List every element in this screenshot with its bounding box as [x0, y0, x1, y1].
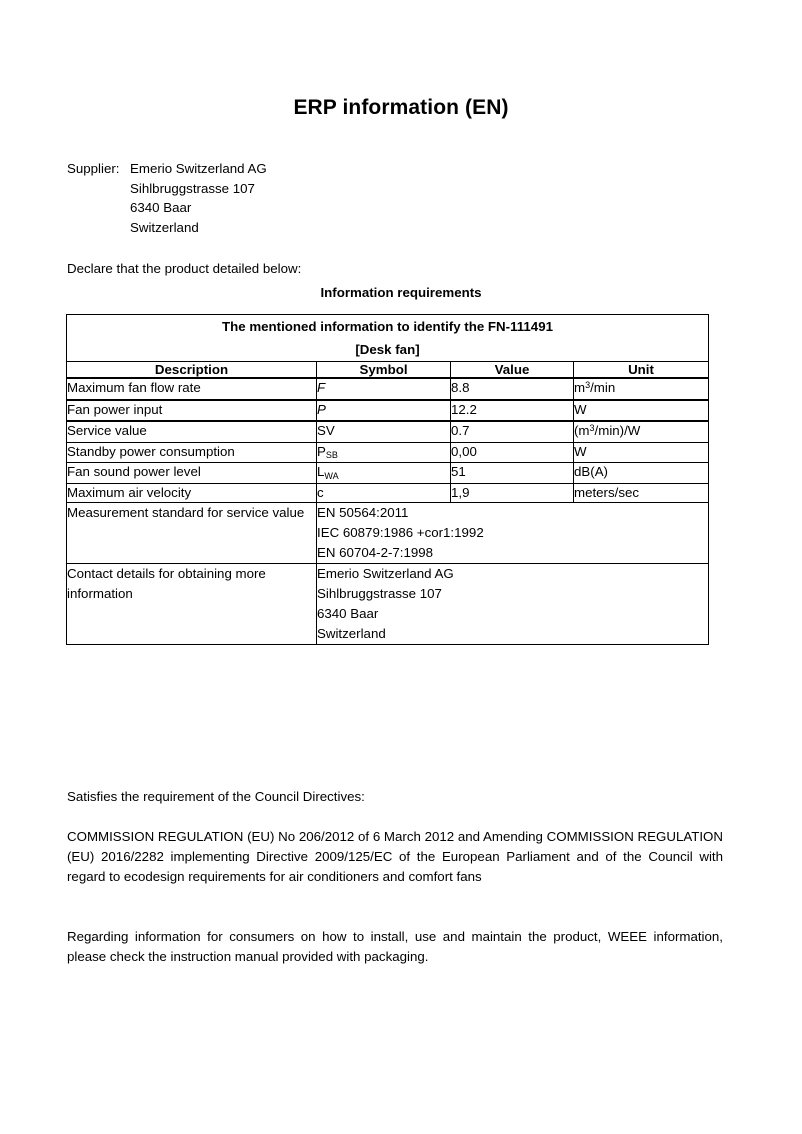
table-title-cell	[67, 315, 709, 362]
table-column-header-row	[67, 362, 709, 379]
row-value: 51	[451, 463, 574, 484]
row-symbol	[317, 483, 451, 503]
contact-address-line: Switzerland	[317, 626, 386, 641]
satisfies-statement: Satisfies the requirement of the Council Directives:	[67, 789, 365, 804]
supplier-address-line: 6340 Baar	[130, 200, 192, 216]
row-unit	[574, 463, 709, 484]
row-unit	[574, 400, 709, 422]
row-description: Standby power consumption	[67, 442, 317, 463]
row-unit	[574, 442, 709, 463]
contact-details-row	[67, 564, 709, 645]
table-row	[67, 400, 709, 422]
unit-superscript: 3	[585, 380, 591, 391]
unit-tail: /min	[590, 380, 616, 395]
contact-address	[317, 564, 709, 645]
supplier-address	[130, 159, 667, 237]
contact-address-line: 6340 Baar	[317, 606, 379, 621]
table-row	[67, 463, 709, 484]
row-description: Service value	[67, 421, 317, 442]
row-description: Fan sound power level	[67, 463, 317, 484]
table-header-title: The mentioned information to identify the FN-111491	[222, 319, 553, 334]
supplier-label: Supplier:	[67, 161, 120, 176]
standard-line: EN 50564:2011	[317, 505, 409, 520]
symbol-base: SV	[317, 423, 335, 438]
contact-address-line: Sihlbruggstrasse 107	[317, 586, 442, 601]
symbol-subscript: WA	[324, 470, 339, 481]
symbol-subscript: SB	[325, 450, 338, 461]
information-requirements-heading: Information requirements	[320, 285, 482, 300]
column-header-description: Description	[67, 362, 317, 379]
row-value: 1,9	[451, 483, 574, 503]
symbol-base: c	[317, 484, 324, 500]
measurement-standards	[317, 503, 709, 564]
supplier-block	[67, 159, 667, 237]
table-row	[67, 378, 709, 400]
row-description: Maximum air velocity	[67, 483, 317, 503]
symbol-base: F	[317, 380, 326, 395]
page-title: ERP information (EN)	[293, 96, 509, 119]
row-unit	[574, 421, 709, 442]
row-symbol	[317, 378, 451, 400]
symbol-base: P	[317, 443, 326, 459]
table-row	[67, 421, 709, 442]
row-value: 8.8	[451, 378, 574, 400]
table-row	[67, 442, 709, 463]
row-unit	[574, 483, 709, 503]
table-header-subtitle: [Desk fan]	[355, 342, 420, 357]
row-symbol	[317, 442, 451, 463]
weee-paragraph: Regarding information for consumers on how to install, use and maintain the product, WEEE information, please check the instruction manual provided with packaging.	[67, 929, 723, 964]
supplier-address-line: Switzerland	[130, 219, 199, 235]
erp-information-table	[66, 314, 709, 645]
row-symbol	[317, 400, 451, 422]
table-header-title-row	[67, 315, 709, 362]
measurement-standard-row	[67, 503, 709, 564]
unit-superscript: 3	[589, 423, 595, 434]
contact-description: Contact details for obtaining more information	[67, 564, 317, 645]
supplier-address-line: Emerio Switzerland AG	[130, 161, 267, 176]
contact-address-line: Emerio Switzerland AG	[317, 566, 454, 581]
measurement-description: Measurement standard for service value	[67, 503, 317, 564]
unit-base: (m	[574, 423, 590, 438]
unit-base: meters/sec	[574, 484, 640, 500]
column-header-symbol: Symbol	[317, 362, 451, 379]
row-description: Fan power input	[67, 400, 317, 422]
row-symbol	[317, 421, 451, 442]
symbol-base: P	[317, 401, 326, 417]
column-header-value: Value	[451, 362, 574, 379]
supplier-address-line: Sihlbruggstrasse 107	[130, 180, 255, 196]
table-row	[67, 483, 709, 503]
row-value: 0.7	[451, 421, 574, 442]
unit-base: W	[574, 443, 587, 459]
standard-line: EN 60704-2-7:1998	[317, 545, 434, 560]
row-value: 12.2	[451, 400, 574, 422]
row-value: 0,00	[451, 442, 574, 463]
unit-base: m	[574, 380, 586, 395]
column-header-unit: Unit	[574, 362, 709, 379]
symbol-base: L	[317, 464, 325, 479]
unit-base: dB(A)	[574, 464, 608, 479]
standard-line: IEC 60879:1986 +cor1:1992	[317, 525, 484, 540]
row-symbol	[317, 463, 451, 484]
unit-base: W	[574, 401, 587, 417]
regulation-paragraph: COMMISSION REGULATION (EU) No 206/2012 of 6 March 2012 and Amending COMMISSION REGULATION (EU) 2016/2282 implementing Directive 2009/125/EC of the European Parliament and of the Council with regard to ecodesign requirements for air conditioners and comfort fans	[67, 829, 723, 884]
declare-statement: Declare that the product detailed below:	[67, 261, 302, 276]
row-unit	[574, 378, 709, 400]
row-description: Maximum fan flow rate	[67, 378, 317, 400]
unit-tail: /min)/W	[594, 423, 641, 438]
